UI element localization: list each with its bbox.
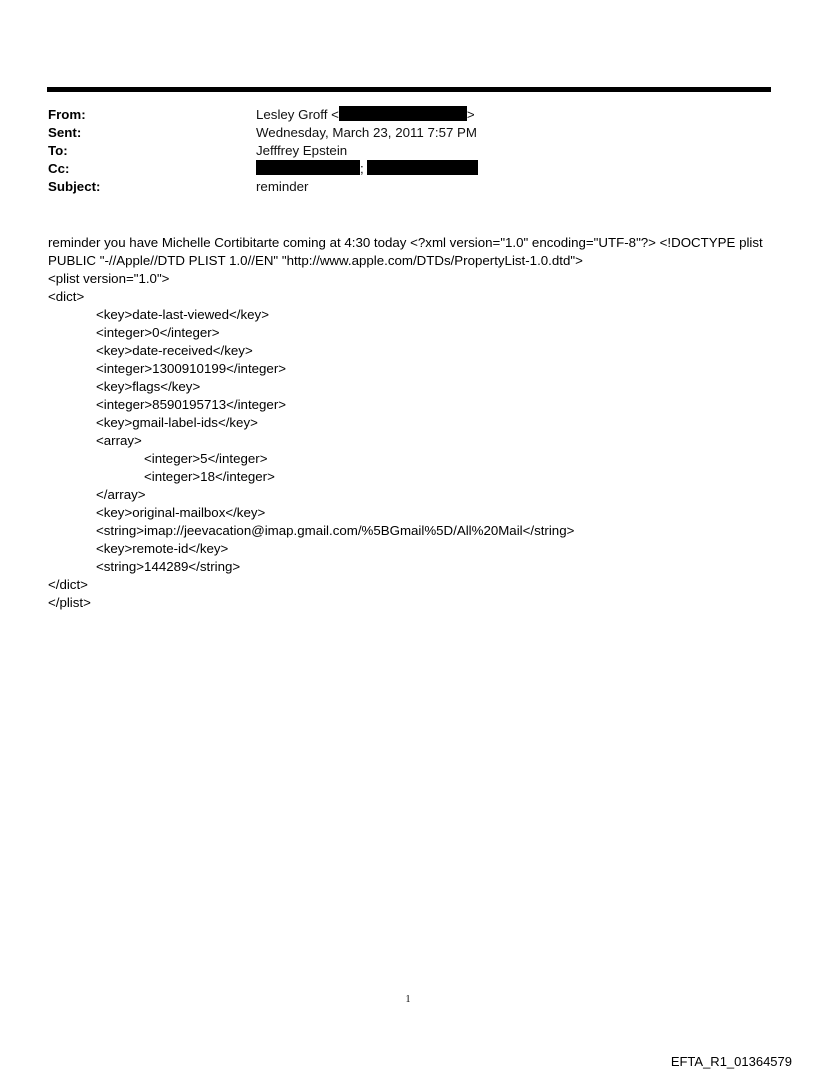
redaction-box: [367, 160, 478, 175]
sent-label: Sent:: [48, 125, 82, 140]
body-line: PUBLIC "-//Apple//DTD PLIST 1.0//EN" "http://www.apple.com/DTDs/PropertyList-1.0.dtd">: [48, 253, 583, 268]
body-line: <integer>5</integer>: [144, 451, 268, 466]
to-row: [48, 142, 768, 160]
sent-value: Wednesday, March 23, 2011 7:57 PM: [256, 125, 478, 140]
subject-row: [48, 178, 768, 196]
to-label: To:: [48, 143, 68, 158]
body-line: <array>: [96, 433, 142, 448]
sent-row: [48, 124, 768, 142]
subject-value: reminder: [256, 179, 309, 194]
body-line: <plist version="1.0">: [48, 271, 170, 286]
body-line: <key>original-mailbox</key>: [96, 505, 266, 520]
cc-value: [256, 160, 768, 178]
redaction-box: [339, 106, 467, 121]
body-line: <key>flags</key>: [96, 379, 201, 394]
email-body: [48, 234, 778, 612]
from-label: From:: [48, 107, 86, 122]
to-value: Jefffrey Epstein: [256, 143, 348, 158]
body-line: <key>gmail-label-ids</key>: [96, 415, 258, 430]
header-rule: [47, 87, 771, 92]
page-number: 1: [405, 994, 411, 1005]
body-line: </plist>: [48, 595, 91, 610]
body-line: </dict>: [48, 577, 88, 592]
body-line: <integer>0</integer>: [96, 325, 220, 340]
body-line: reminder you have Michelle Cortibitarte coming at 4:30 today <?xml version="1.0" encoding="UTF-8"?> <!DOCTYPE plist: [48, 235, 763, 250]
body-line: <key>remote-id</key>: [96, 541, 229, 556]
body-line: <key>date-last-viewed</key>: [96, 307, 269, 322]
from-row: [48, 106, 768, 124]
body-line: <key>date-received</key>: [96, 343, 253, 358]
body-line: </array>: [96, 487, 146, 502]
body-line: <string>144289</string>: [96, 559, 241, 574]
body-line: <integer>18</integer>: [144, 469, 275, 484]
body-line: <dict>: [48, 289, 85, 304]
from-value: [256, 106, 768, 124]
redaction-box: [256, 160, 360, 175]
cc-row: [48, 160, 768, 178]
document-id: EFTA_R1_01364579: [670, 1054, 792, 1069]
body-line: <integer>1300910199</integer>: [96, 361, 287, 376]
cc-separator: ;: [360, 161, 364, 176]
subject-label: Subject:: [48, 179, 101, 194]
from-name: Lesley Groff <: [256, 107, 339, 122]
email-header: [48, 106, 768, 196]
cc-label: Cc:: [48, 161, 70, 176]
body-line: <integer>8590195713</integer>: [96, 397, 287, 412]
from-close: >: [466, 107, 475, 122]
body-line: <string>imap://jeevacation@imap.gmail.com/%5BGmail%5D/All%20Mail</string>: [96, 523, 575, 538]
